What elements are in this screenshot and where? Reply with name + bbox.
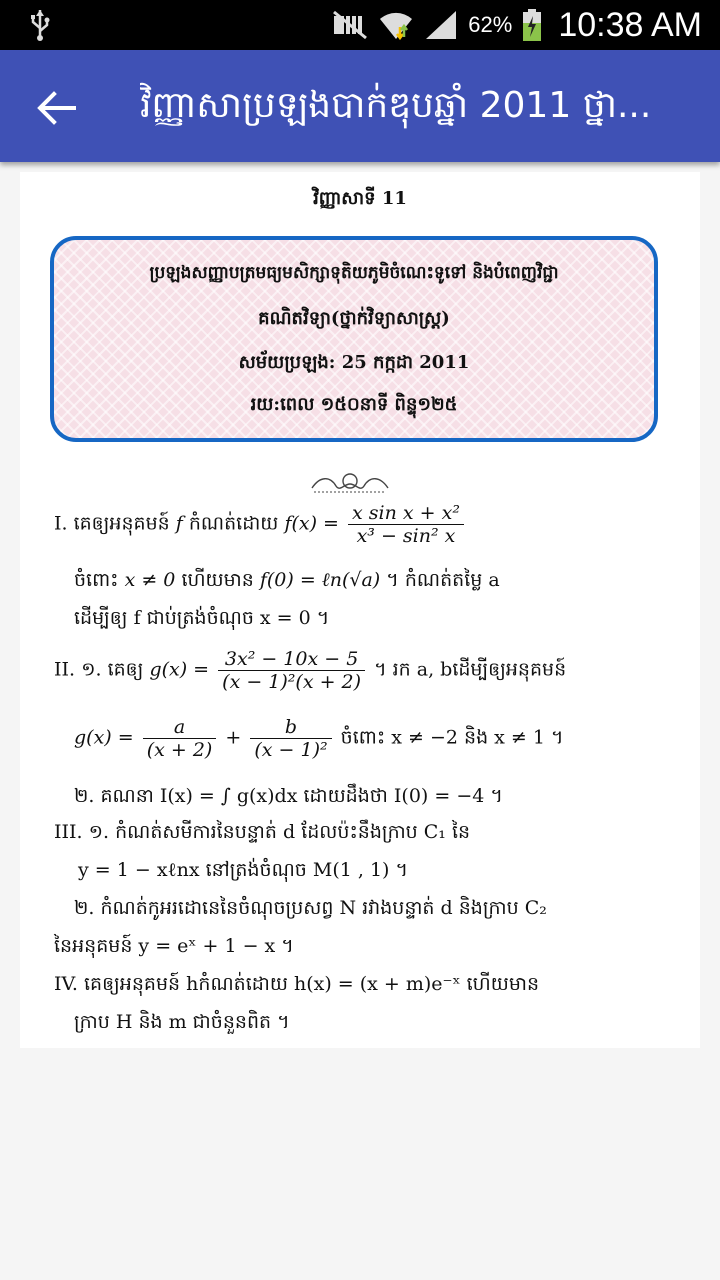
status-bar — [0, 0, 720, 50]
question-1-line-2: ចំពោះ x ≠ 0 ហើយមាន f(0) = ℓn(√a) ។ កំណត់តម្លៃ a — [74, 569, 500, 591]
app-title: វិញ្ញាសាប្រឡងបាក់ឌុបឆ្នាំ 2011 ថ្នា... — [140, 85, 652, 126]
question-3-line-3: ២. កំណត់កូអរដោនេនៃចំណុចប្រសព្វ N រវាងបន្ទាត់ d និងក្រាប C₂ — [74, 897, 547, 919]
question-2-line-3: ២. គណនា I(x) = ∫ g(x)dx ដោយដឹងថា I(0) = −4 ។ — [74, 785, 503, 807]
question-3-line-4: នៃអនុគមន៍ y = eˣ + 1 − x ។ — [54, 935, 294, 957]
question-3-line-1: III. ១. កំណត់សមីការនៃបន្ទាត់ d ដែលប៉ះនឹងក្រាប C₁ នៃ — [54, 821, 471, 843]
mute-icon — [332, 10, 368, 40]
exam-date: សម័យប្រឡង: 25 កក្កដា 2011 — [238, 352, 470, 373]
wifi-icon — [378, 9, 414, 41]
usb-icon — [28, 8, 52, 42]
question-4-line-1: IV. គេឲ្យអនុគមន៍ hកំណត់ដោយ h(x) = (x + m)e⁻ˣ ហើយមាន — [54, 973, 540, 995]
question-3-line-2: y = 1 − xℓnx នៅត្រង់ចំណុច M(1 , 1) ។ — [78, 859, 409, 881]
partial-fraction-b: $\frac{b}{\text{(x − 1)²}}$ — [250, 716, 331, 761]
question-1-line-1: I. គេឲ្យអនុគមន៍ f កំណត់ដោយ f(x) = $\frac{\text{x sin x + x²}}{\text{x³ − sin² x}}$ — [54, 502, 467, 547]
signal-icon — [424, 9, 458, 41]
g-fraction: $\frac{\text{3x² − 10x − 5}}{\text{(x − 1)²(x + 2)}}$ — [218, 648, 365, 693]
back-arrow-icon[interactable] — [34, 86, 78, 130]
battery-charging-icon — [522, 8, 542, 42]
subject-title: វិញ្ញាសាទី 11 — [313, 188, 407, 209]
question-4-line-2: ក្រាប H និង m ជាចំនួនពិត ។ — [74, 1011, 290, 1033]
exam-name: ប្រឡងសញ្ញាបត្រមធ្យមសិក្សាទុតិយភូមិចំណេះទូទៅ និងបំពេញវិជ្ជា — [149, 263, 559, 283]
partial-fraction-a: $\frac{a}{(x + 2)}$ — [143, 716, 217, 761]
ornament-divider-icon — [310, 470, 390, 498]
f-fraction: $\frac{\text{x sin x + x²}}{\text{x³ − sin² x}}$ — [348, 502, 464, 547]
clock: 10:38 AM — [558, 5, 702, 44]
exam-page — [20, 172, 700, 1048]
question-1-line-3: ដើម្បីឲ្យ f ជាប់ត្រង់ចំណុច x = 0 ។ — [74, 607, 330, 629]
battery-percent: 62% — [468, 12, 513, 37]
exam-header-box — [50, 236, 658, 442]
question-2-line-2: g(x) = $\frac{a}{(x + 2)}$ + $\frac{b}{\text{(x − 1)²}}$ ចំពោះ x ≠ −2 និង x ≠ 1 ។ — [74, 716, 564, 761]
question-2-line-1: II. ១. គេឲ្យ g(x) = $\frac{\text{3x² − 10x − 5}}{\text{(x − 1)²(x + 2)}}$ ។ រក a, bដើម្បីឲ្យអនុគមន៍ — [54, 648, 567, 693]
exam-subject: គណិតវិទ្យា(ថ្នាក់វិទ្យាសាស្ត្រ) — [258, 308, 450, 329]
app-bar — [0, 50, 720, 162]
exam-duration: រយ:ពេល ១៥០នាទី ពិន្ទុ១២៥ — [250, 394, 458, 415]
